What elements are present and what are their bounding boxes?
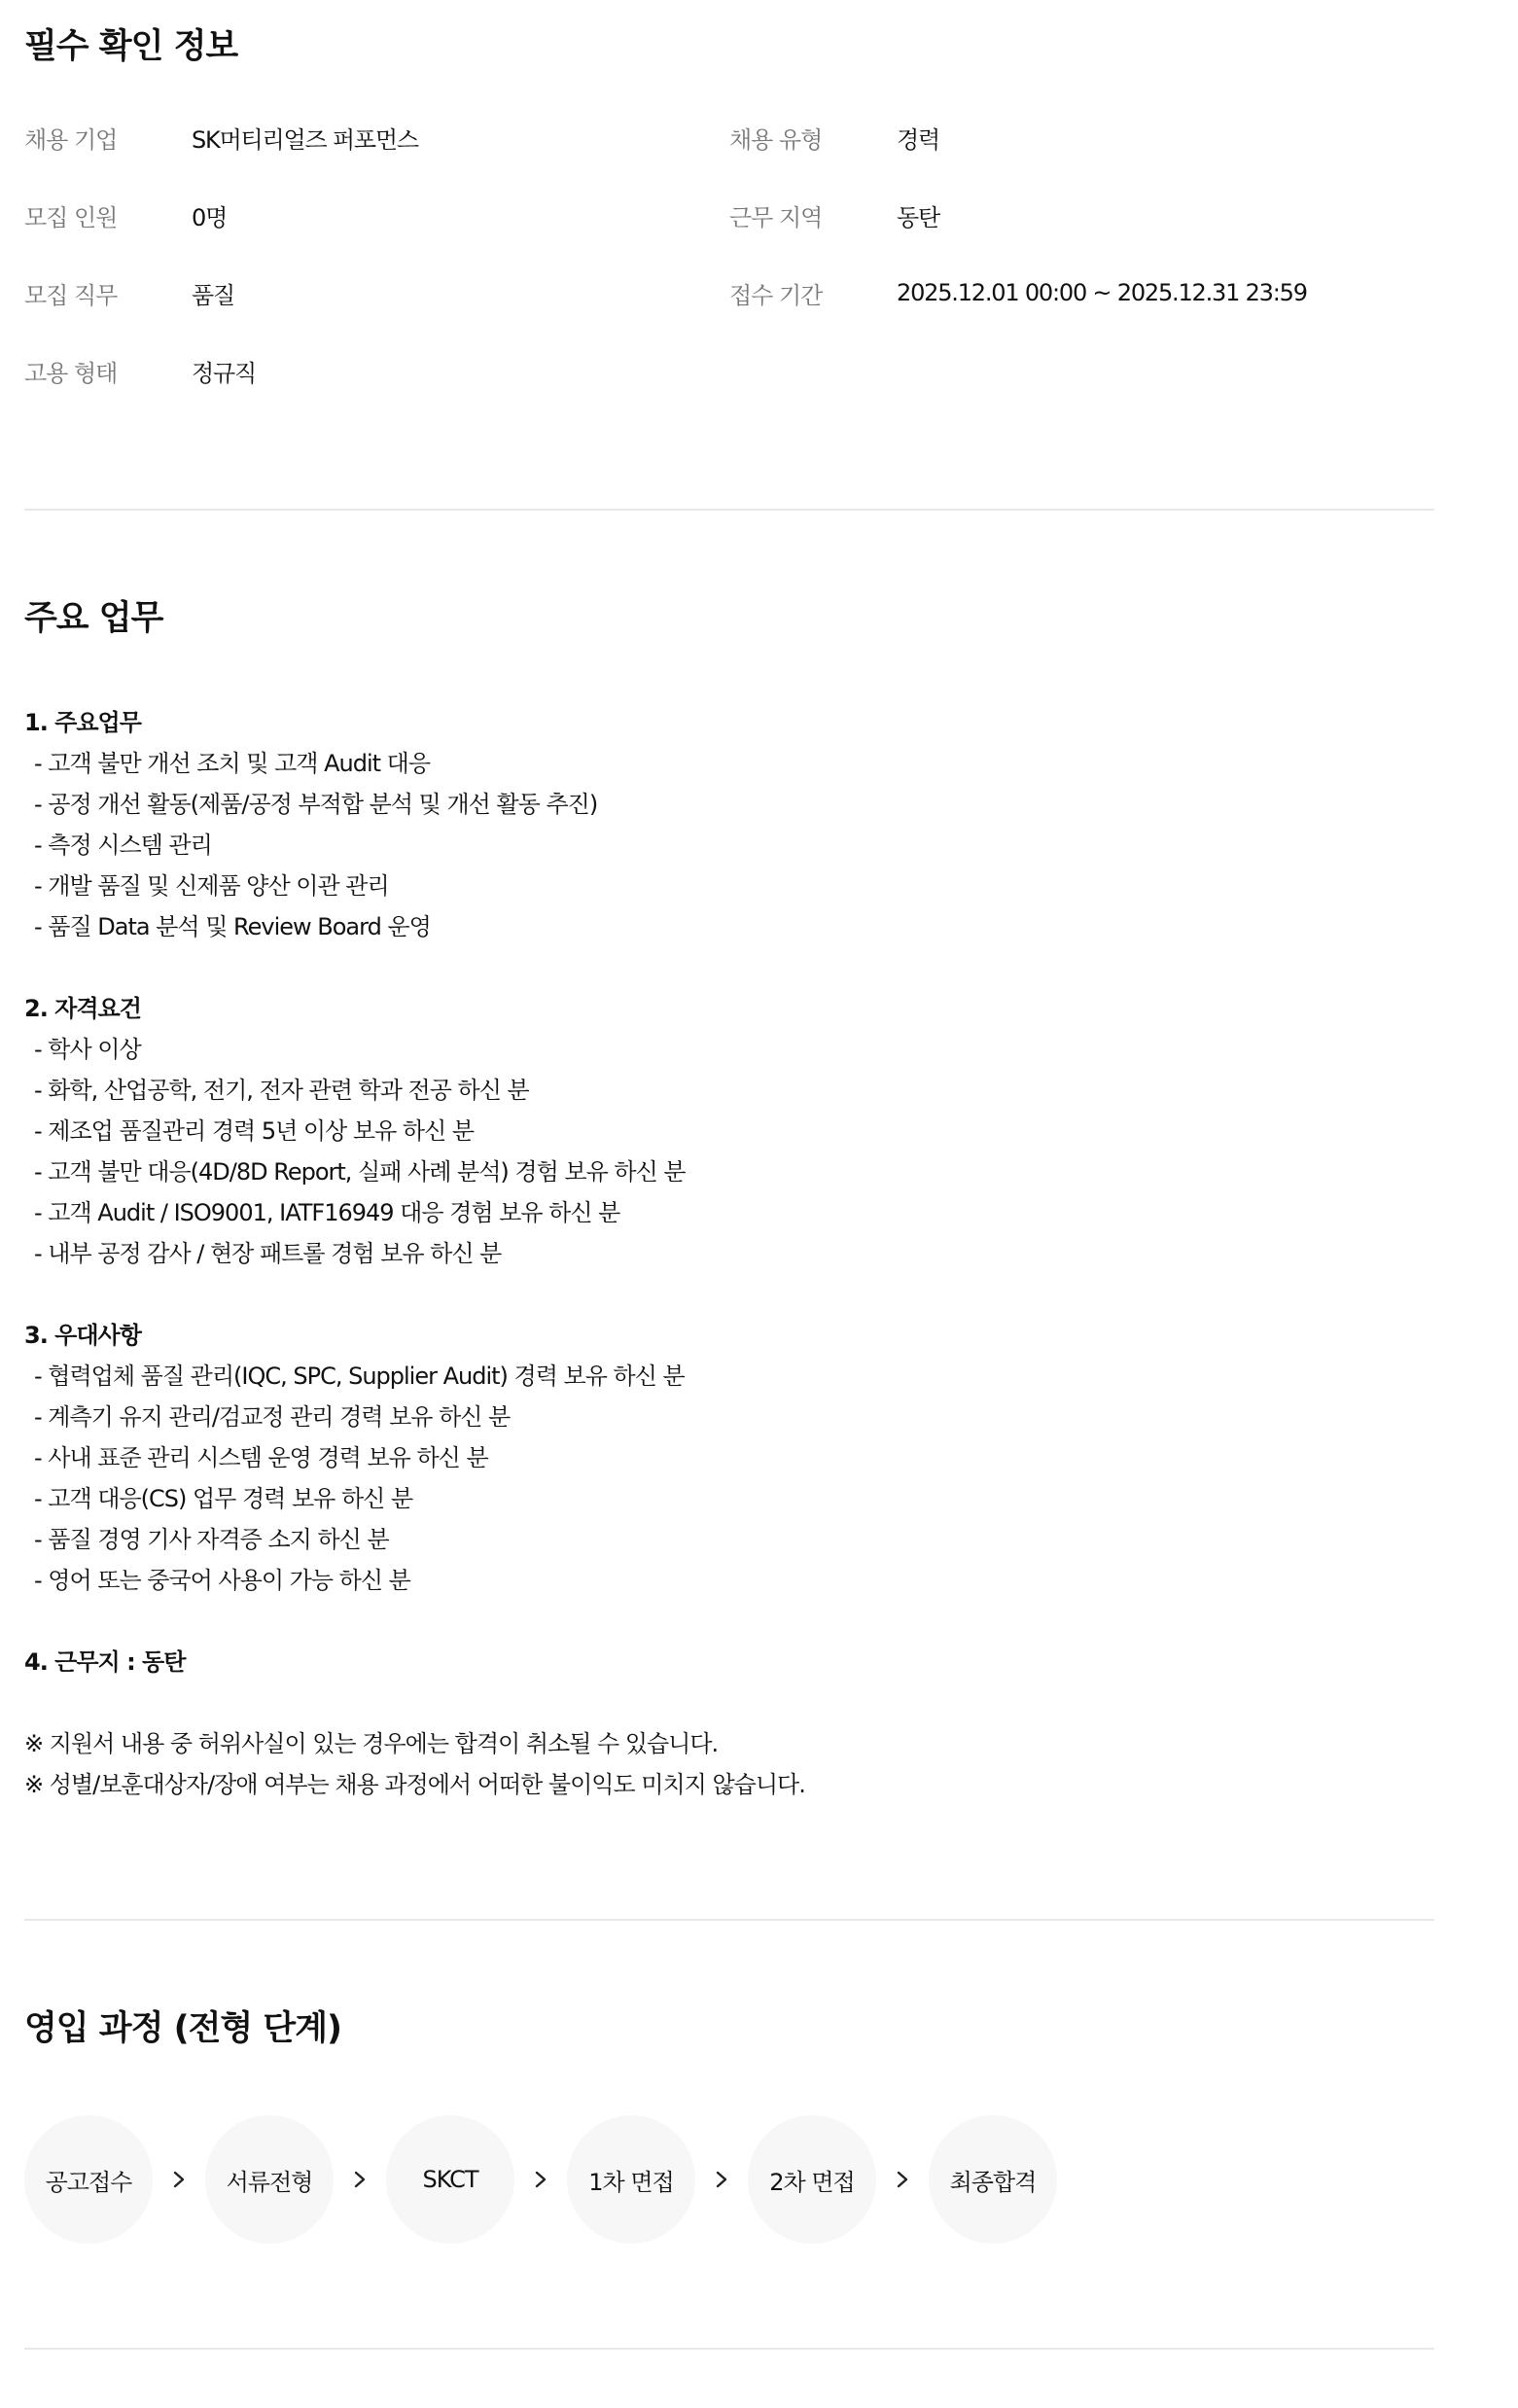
required-info-title: 필수 확인 정보 bbox=[24, 27, 238, 66]
list-item: - 고객 대응(CS) 업무 경력 보유 하신 분 bbox=[34, 1485, 413, 1512]
info-label: 모집 직무 bbox=[24, 281, 118, 309]
list-item: - 측정 시스템 관리 bbox=[34, 832, 212, 859]
info-item-headcount bbox=[24, 195, 227, 234]
chevron-right-icon bbox=[695, 2170, 748, 2189]
info-label: 채용 기업 bbox=[24, 125, 118, 154]
spacer bbox=[24, 1682, 1434, 1723]
info-row bbox=[24, 118, 1434, 157]
info-item-job bbox=[24, 273, 234, 312]
list-item: - 제조업 품질관리 경력 5년 이상 보유 하신 분 bbox=[34, 1117, 475, 1145]
info-value: 동탄 bbox=[897, 203, 939, 231]
process-steps bbox=[24, 2115, 1434, 2244]
list-item: - 품질 Data 분석 및 Review Board 운영 bbox=[34, 913, 431, 940]
info-item-employment bbox=[24, 351, 256, 390]
list-item: - 개발 품질 및 신제품 양산 이관 관리 bbox=[34, 872, 389, 900]
info-row bbox=[24, 273, 1434, 312]
info-row bbox=[24, 351, 1434, 390]
info-label: 모집 인원 bbox=[24, 203, 118, 231]
duty-heading-qualifications: 2. 자격요건 bbox=[24, 995, 141, 1022]
chevron-right-icon bbox=[876, 2170, 929, 2189]
list-item: - 계측기 유지 관리/검교정 관리 경력 보유 하신 분 bbox=[34, 1403, 511, 1431]
duties-body bbox=[24, 702, 1434, 1805]
list-item: - 영어 또는 중국어 사용이 가능 하신 분 bbox=[34, 1567, 410, 1594]
list-item: - 학사 이상 bbox=[34, 1036, 141, 1063]
process-step: 2차 면접 bbox=[748, 2115, 876, 2244]
required-info-section bbox=[24, 0, 1434, 511]
info-item-location bbox=[729, 195, 939, 234]
process-title: 영입 과정 (전형 단계) bbox=[24, 2009, 342, 2048]
list-item: - 품질 경영 기사 자격증 소지 하신 분 bbox=[34, 1526, 389, 1553]
info-label: 접수 기간 bbox=[729, 281, 823, 309]
chevron-right-icon bbox=[153, 2170, 205, 2189]
duties-title: 주요 업무 bbox=[24, 599, 163, 638]
process-step: 1차 면접 bbox=[567, 2115, 695, 2244]
notice-text: ※ 지원서 내용 중 허위사실이 있는 경우에는 합격이 취소될 수 있습니다. bbox=[24, 1730, 719, 1757]
spacer bbox=[24, 1274, 1434, 1315]
spacer bbox=[24, 947, 1434, 988]
list-item: - 고객 Audit / ISO9001, IATF16949 대응 경험 보유 하신 분 bbox=[34, 1199, 620, 1226]
list-item: - 고객 불만 대응(4D/8D Report, 실패 사례 분석) 경험 보유 하신 분 bbox=[34, 1158, 686, 1186]
process-section bbox=[24, 1921, 1434, 2350]
duties-section bbox=[24, 511, 1434, 1921]
info-value: SK머티리얼즈 퍼포먼스 bbox=[192, 125, 418, 154]
process-step: SKCT bbox=[386, 2115, 514, 2244]
chevron-right-icon bbox=[334, 2170, 386, 2189]
info-row bbox=[24, 195, 1434, 234]
info-value: 2025.12.01 00:00 ~ 2025.12.31 23:59 bbox=[897, 279, 1307, 306]
notice-text: ※ 성별/보훈대상자/장애 여부는 채용 과정에서 어떠한 불이익도 미치지 않습니다. bbox=[24, 1771, 805, 1798]
process-step: 공고접수 bbox=[24, 2115, 153, 2244]
duty-heading-main-tasks: 1. 주요업무 bbox=[24, 709, 141, 736]
list-item: - 공정 개선 활동(제품/공정 부적합 분석 및 개선 활동 추진) bbox=[34, 791, 598, 818]
info-value: 품질 bbox=[192, 281, 234, 309]
chevron-right-icon bbox=[514, 2170, 567, 2189]
info-item-type bbox=[729, 118, 939, 157]
info-label: 채용 유형 bbox=[729, 125, 823, 154]
list-item: - 고객 불만 개선 조치 및 고객 Audit 대응 bbox=[34, 750, 431, 777]
info-item-period bbox=[729, 273, 1307, 312]
info-item-company bbox=[24, 118, 418, 157]
info-value: 정규직 bbox=[192, 359, 256, 387]
list-item: - 내부 공정 감사 / 현장 패트롤 경험 보유 하신 분 bbox=[34, 1240, 502, 1267]
info-label: 근무 지역 bbox=[729, 203, 823, 231]
info-value: 0명 bbox=[192, 203, 228, 231]
duty-heading-preferred: 3. 우대사항 bbox=[24, 1322, 141, 1349]
list-item: - 협력업체 품질 관리(IQC, SPC, Supplier Audit) 경력 보유 하신 분 bbox=[34, 1363, 685, 1390]
info-label: 고용 형태 bbox=[24, 359, 118, 387]
duty-heading-workplace: 4. 근무지 : 동탄 bbox=[24, 1648, 186, 1676]
list-item: - 사내 표준 관리 시스템 운영 경력 보유 하신 분 bbox=[34, 1444, 488, 1471]
process-step: 최종합격 bbox=[929, 2115, 1057, 2244]
list-item: - 화학, 산업공학, 전기, 전자 관련 학과 전공 하신 분 bbox=[34, 1077, 529, 1104]
info-value: 경력 bbox=[897, 125, 939, 154]
process-step: 서류전형 bbox=[205, 2115, 334, 2244]
spacer bbox=[24, 1601, 1434, 1642]
